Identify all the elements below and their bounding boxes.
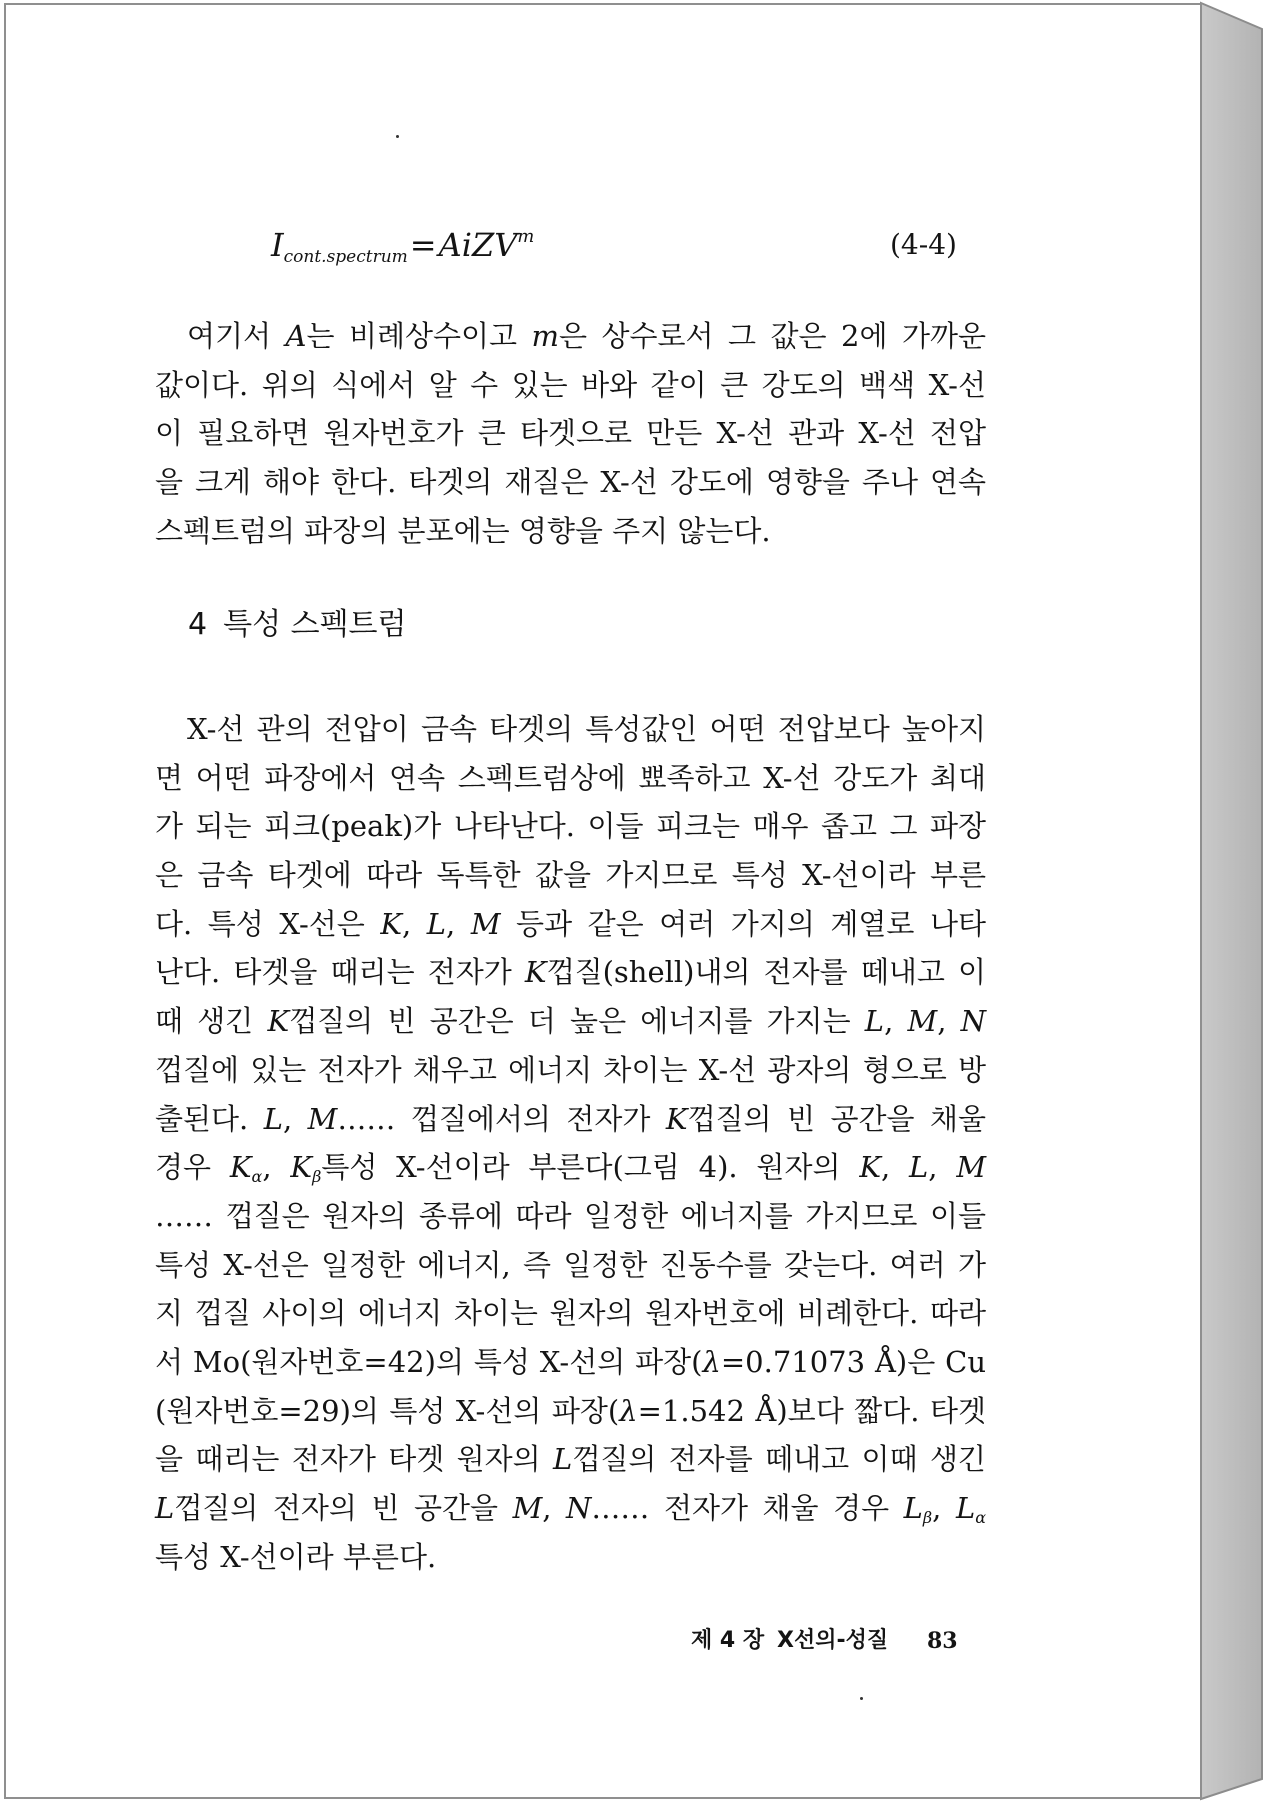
text-run: 은 상수로서 그 값은 2에 가까운 bbox=[559, 319, 986, 353]
text-line bbox=[155, 802, 986, 851]
text-line bbox=[155, 1143, 986, 1192]
text-line bbox=[155, 1095, 986, 1144]
text-run: 은 금속 타겟에 따라 독특한 값을 가지므로 특성 X-선이라 부른 bbox=[155, 858, 986, 893]
text-line bbox=[155, 312, 986, 361]
math-symbol: A bbox=[285, 319, 307, 353]
math-subscript: α bbox=[251, 1167, 263, 1187]
section-title: 특성 스펙트럼 bbox=[223, 607, 407, 642]
text-run: 다. 특성 X-선은 bbox=[155, 906, 381, 941]
text-run: X-선 관의 전압이 금속 타겟의 특성값인 어떤 전압보다 높아지 bbox=[187, 712, 986, 746]
math-symbol: N bbox=[566, 1491, 592, 1525]
text-run: 껍질(shell)내의 전자를 떼내고 이 bbox=[546, 955, 986, 990]
footer-chapter-label: 제 4 장 bbox=[691, 1628, 765, 1653]
text-line bbox=[155, 754, 986, 803]
text-run: 여기서 bbox=[187, 319, 286, 353]
math-symbol: λ bbox=[619, 1393, 638, 1428]
text-line bbox=[155, 997, 986, 1046]
text-run: 경우 bbox=[155, 1150, 230, 1185]
text-line bbox=[155, 1533, 986, 1582]
paragraph bbox=[155, 312, 986, 555]
text-run: 껍질의 빈 공간을 채울 bbox=[687, 1101, 986, 1136]
math-symbol: $L_\alpha$ bbox=[955, 1491, 987, 1527]
text-line bbox=[155, 1435, 986, 1484]
text-run: , bbox=[884, 1004, 908, 1039]
text-run: 출된다. bbox=[155, 1101, 264, 1136]
text-run: 을 때리는 전자가 타겟 원자의 bbox=[155, 1442, 554, 1477]
text-run: 특성 X-선이라 부른다(그림 4). 원자의 bbox=[321, 1150, 860, 1185]
text-line bbox=[155, 1484, 986, 1533]
text-line bbox=[155, 361, 986, 410]
equation-equals: = bbox=[409, 226, 437, 264]
math-symbol: M bbox=[470, 906, 501, 941]
math-symbol: K bbox=[524, 955, 547, 990]
text-line bbox=[155, 1241, 986, 1290]
paragraph bbox=[155, 705, 986, 1581]
text-run: =0.71073 Å)은 Cu bbox=[720, 1344, 987, 1379]
text-line bbox=[155, 1046, 986, 1095]
text-line bbox=[155, 851, 986, 900]
math-symbol: M bbox=[907, 1004, 938, 1039]
math-symbol: L bbox=[263, 1101, 283, 1136]
text-run: 껍질의 전자의 빈 공간을 bbox=[174, 1491, 513, 1525]
footer-chapter-title: X선의-성질 bbox=[777, 1628, 889, 1653]
math-symbol: L bbox=[909, 1150, 929, 1185]
text-run: 지 껍질 사이의 에너지 차이는 원자의 원자번호에 비례한다. 따라 bbox=[155, 1296, 986, 1331]
math-symbol: K bbox=[267, 1004, 290, 1039]
text-run: 스펙트럼의 파장의 분포에는 영향을 주지 않는다. bbox=[155, 513, 771, 548]
text-run: …… 껍질에서의 전자가 bbox=[337, 1101, 666, 1136]
text-run: 때 생긴 bbox=[155, 1004, 268, 1039]
text-run: , bbox=[282, 1101, 308, 1136]
text-run: , bbox=[262, 1150, 291, 1185]
text-run: , bbox=[928, 1150, 957, 1185]
equation-rhs: AiZV bbox=[438, 226, 518, 264]
text-run: 는 비례상수이고 bbox=[306, 319, 532, 353]
text-run: …… 껍질은 원자의 종류에 따라 일정한 에너지를 가지므로 이들 bbox=[155, 1198, 986, 1233]
text-line bbox=[155, 900, 986, 949]
text-run: , bbox=[880, 1150, 910, 1185]
text-line bbox=[155, 458, 986, 507]
text-run: =1.542 Å)보다 짧다. 타겟 bbox=[637, 1393, 986, 1428]
math-symbol: $K_\beta$ bbox=[290, 1150, 322, 1187]
text-run: 을 크게 해야 한다. 타겟의 재질은 X-선 강도에 영향을 주나 연속 bbox=[155, 465, 986, 500]
math-symbol: $L_\beta$ bbox=[903, 1491, 933, 1527]
equation bbox=[271, 222, 534, 268]
text-line bbox=[155, 507, 986, 556]
text-line bbox=[155, 948, 986, 997]
text-run: 값이다. 위의 식에서 알 수 있는 바와 같이 큰 강도의 백색 X-선 bbox=[155, 367, 986, 402]
page-number: 83 bbox=[927, 1628, 958, 1654]
text-run: 면 어떤 파장에서 연속 스펙트럼상에 뾰족하고 X-선 강도가 최대 bbox=[155, 760, 986, 795]
text-run: 등과 같은 여러 가지의 계열로 나타 bbox=[500, 906, 986, 941]
text-run: 이 필요하면 원자번호가 큰 타겟으로 만든 X-선 관과 X-선 전압 bbox=[155, 416, 986, 451]
text-run: 서 Mo(원자번호=42)의 특성 X-선의 파장( bbox=[155, 1344, 703, 1379]
math-symbol: m bbox=[531, 319, 560, 353]
text-run: , bbox=[932, 1491, 956, 1525]
text-run: 난다. 타겟을 때리는 전자가 bbox=[155, 955, 525, 990]
math-subscript: β bbox=[312, 1167, 322, 1187]
text-run: 껍질의 빈 공간은 더 높은 에너지를 가지는 bbox=[289, 1004, 865, 1039]
text-run: (원자번호=29)의 특성 X-선의 파장( bbox=[155, 1393, 620, 1428]
text-line bbox=[155, 1289, 986, 1338]
math-symbol: K bbox=[665, 1101, 688, 1136]
text-run: , bbox=[542, 1491, 567, 1525]
math-symbol: $K_\alpha$ bbox=[229, 1150, 263, 1187]
text-run: 특성 X-선이라 부른다. bbox=[155, 1539, 437, 1574]
text-run: 껍질에 있는 전자가 채우고 에너지 차이는 X-선 광자의 형으로 방 bbox=[155, 1052, 986, 1087]
math-symbol: K bbox=[859, 1150, 881, 1185]
text-line bbox=[155, 409, 986, 458]
text-run: …… 전자가 채울 경우 bbox=[591, 1491, 904, 1525]
section-number: 4 bbox=[188, 607, 208, 642]
math-symbol: λ bbox=[702, 1344, 721, 1379]
text-line bbox=[155, 1387, 986, 1436]
scan-speck bbox=[860, 1697, 863, 1700]
equation-lhs-subscript: cont.spectrum bbox=[283, 247, 408, 267]
math-symbol: M bbox=[956, 1150, 987, 1185]
text-run: 가 되는 피크(peak)가 나타난다. 이들 피크는 매우 좁고 그 파장 bbox=[155, 809, 986, 844]
equation-rhs-superscript: m bbox=[517, 226, 535, 247]
text-run: , bbox=[937, 1004, 961, 1039]
text-line bbox=[155, 1338, 986, 1387]
math-symbol: N bbox=[960, 1004, 987, 1039]
math-symbol: L bbox=[864, 1004, 885, 1039]
math-subscript: α bbox=[975, 1508, 987, 1527]
math-symbol: L bbox=[553, 1442, 573, 1477]
text-line bbox=[155, 705, 986, 754]
text-run: , bbox=[446, 906, 471, 941]
section-heading bbox=[188, 601, 407, 649]
math-symbol: M bbox=[307, 1101, 338, 1136]
text-line bbox=[155, 1192, 986, 1241]
math-subscript: β bbox=[922, 1508, 933, 1527]
math-symbol: L bbox=[426, 906, 447, 941]
math-symbol: K bbox=[380, 906, 403, 941]
text-run: 껍질의 전자를 떼내고 이때 생긴 bbox=[572, 1442, 986, 1477]
equation-lhs-symbol: I bbox=[271, 226, 284, 264]
equation-number: (4-4) bbox=[890, 228, 957, 261]
text-run: 특성 X-선은 일정한 에너지, 즉 일정한 진동수를 갖는다. 여러 가 bbox=[155, 1247, 986, 1282]
math-symbol: M bbox=[512, 1491, 543, 1525]
scan-speck bbox=[396, 135, 399, 138]
math-symbol: L bbox=[155, 1491, 175, 1525]
text-run: , bbox=[402, 906, 427, 941]
